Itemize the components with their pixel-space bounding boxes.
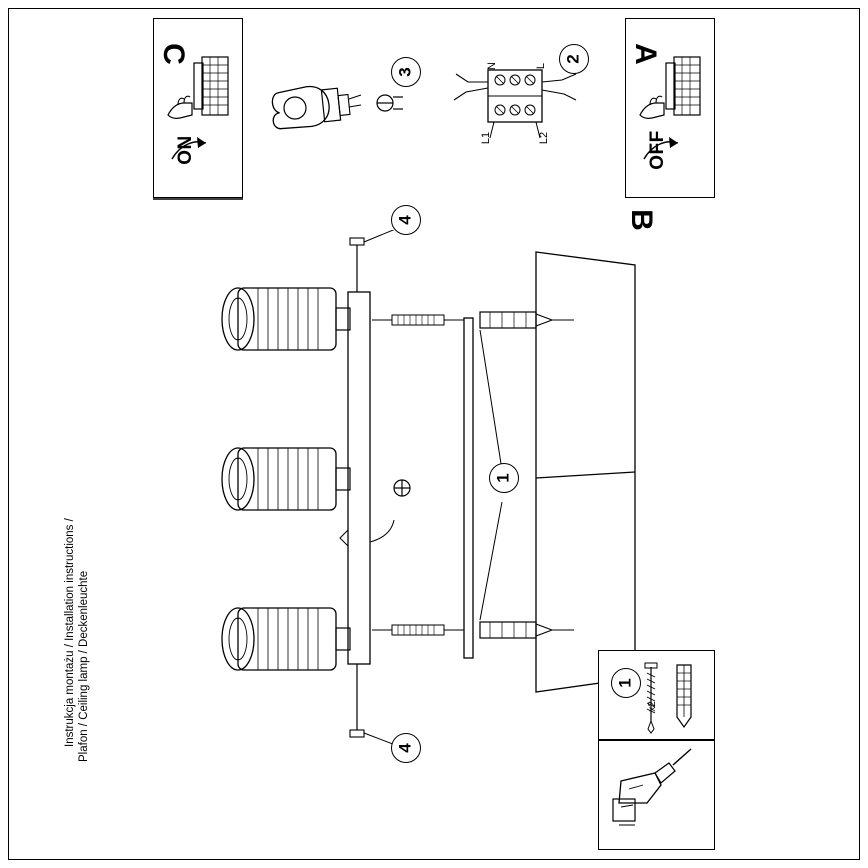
switch-state-off-label: OFF (647, 130, 668, 170)
step-1-center-number: 1 (489, 463, 519, 493)
terminal-label-l1: L1 (480, 131, 493, 145)
panel-a (625, 18, 715, 198)
panel-a-letter: A (628, 43, 662, 65)
bulb-socket-icon (269, 84, 361, 132)
step-2-number: 2 (559, 44, 589, 74)
panel-c-letter: C (156, 43, 190, 65)
mounting-plate-icon (340, 292, 473, 664)
wall-plug-icon (677, 665, 691, 727)
document-caption-line-1: Instrukcja montażu / Installation instructions / (64, 518, 76, 747)
switch-plate-icon (194, 57, 228, 115)
step-1-hardware-number: 1 (611, 668, 641, 698)
power-drill-icon (613, 749, 691, 825)
screw-icon (645, 663, 657, 733)
screw-head-icon (377, 95, 403, 111)
step-3-number: 3 (391, 57, 421, 87)
ceiling-surface-icon (536, 252, 635, 692)
top-fixing-screw-icon (350, 238, 364, 292)
step-4-bottom-number: 4 (391, 733, 421, 763)
hand-icon (640, 96, 664, 118)
step-4-top-number: 4 (391, 205, 421, 235)
terminal-label-l: L (535, 62, 548, 70)
panel-b-letter: B (624, 209, 658, 231)
screw-head-icon (394, 480, 410, 496)
switch-state-on-label: ON (175, 135, 196, 165)
document-caption-line-2: Plafon / Ceiling lamp / Deckenleuchte (78, 570, 90, 762)
panel-c (153, 18, 243, 198)
ceiling-lamp-spot-icon (222, 448, 350, 510)
ceiling-lamp-spot-icon (222, 608, 350, 670)
bottom-fixing-screw-icon (350, 664, 364, 737)
terminal-label-l2: L2 (538, 131, 551, 145)
panel-drill (598, 740, 715, 850)
hardware-quantity-label: x2 (646, 701, 658, 712)
terminal-block-icon (454, 70, 576, 138)
terminal-label-n: N (485, 62, 498, 70)
hand-icon (168, 96, 192, 118)
panel-hardware (598, 650, 715, 740)
switch-plate-icon (666, 57, 700, 115)
ceiling-lamp-spot-icon (222, 288, 350, 350)
